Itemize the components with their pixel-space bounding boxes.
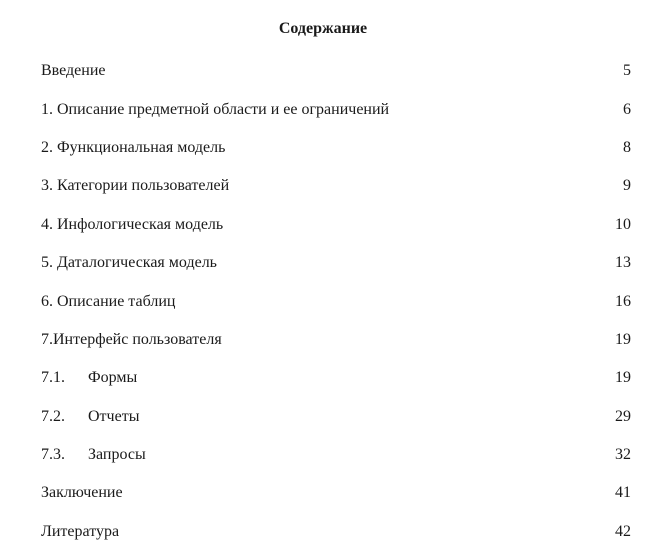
toc-subentry — [41, 398, 631, 436]
toc-subentry — [41, 359, 631, 397]
toc-entry-page: 9 — [623, 177, 631, 195]
toc-entry — [41, 513, 631, 551]
toc-entry-page: 10 — [615, 215, 631, 233]
toc-entry-page: 29 — [615, 407, 631, 425]
toc-entry — [41, 321, 631, 359]
toc-subentry — [41, 436, 631, 474]
toc-entry-number: 7.3. — [41, 446, 65, 464]
toc-entry — [41, 474, 631, 512]
toc-entry-text: Введение — [41, 62, 106, 80]
toc-entry-text: 4. Инфологическая модель — [41, 215, 224, 233]
toc-entry-text: Отчеты — [88, 407, 140, 425]
toc-entry — [41, 129, 631, 167]
toc-entry-page: 13 — [615, 254, 631, 272]
toc-entry-text: 2. Функциональная модель — [41, 138, 226, 156]
toc-entry — [41, 244, 631, 282]
toc-entry-page: 8 — [623, 138, 631, 156]
toc-entry-page: 32 — [615, 446, 631, 464]
toc-entry-page: 16 — [615, 292, 631, 310]
toc-entry-page: 41 — [615, 484, 631, 502]
toc-entry-page: 19 — [615, 330, 631, 348]
toc-entry — [41, 167, 631, 205]
toc-entry-text: Заключение — [41, 484, 123, 502]
toc-entry-text: Литература — [41, 522, 120, 540]
toc-list — [41, 52, 631, 551]
toc-entry-number: 7.1. — [41, 369, 65, 387]
toc-entry-text: Запросы — [88, 446, 146, 464]
toc-entry-text: 7.Интерфейс пользователя — [41, 330, 222, 348]
toc-entry — [41, 282, 631, 320]
toc-entry-text: 3. Категории пользователей — [41, 177, 230, 195]
toc-entry-page: 5 — [623, 62, 631, 80]
toc-entry — [41, 52, 631, 90]
toc-entry-text: 1. Описание предметной области и ее ограничений — [41, 100, 390, 118]
toc-entry-page: 19 — [615, 369, 631, 387]
toc-entry-text: 6. Описание таблиц — [41, 292, 176, 310]
toc-entry-text: 5. Даталогическая модель — [41, 254, 217, 272]
toc-entry — [41, 90, 631, 128]
toc-entry-text: Формы — [88, 369, 138, 387]
toc-entry — [41, 206, 631, 244]
toc-entry-page: 42 — [615, 522, 631, 540]
toc-entry-number: 7.2. — [41, 407, 65, 425]
toc-entry-page: 6 — [623, 100, 631, 118]
toc-title: Содержание — [278, 20, 368, 37]
